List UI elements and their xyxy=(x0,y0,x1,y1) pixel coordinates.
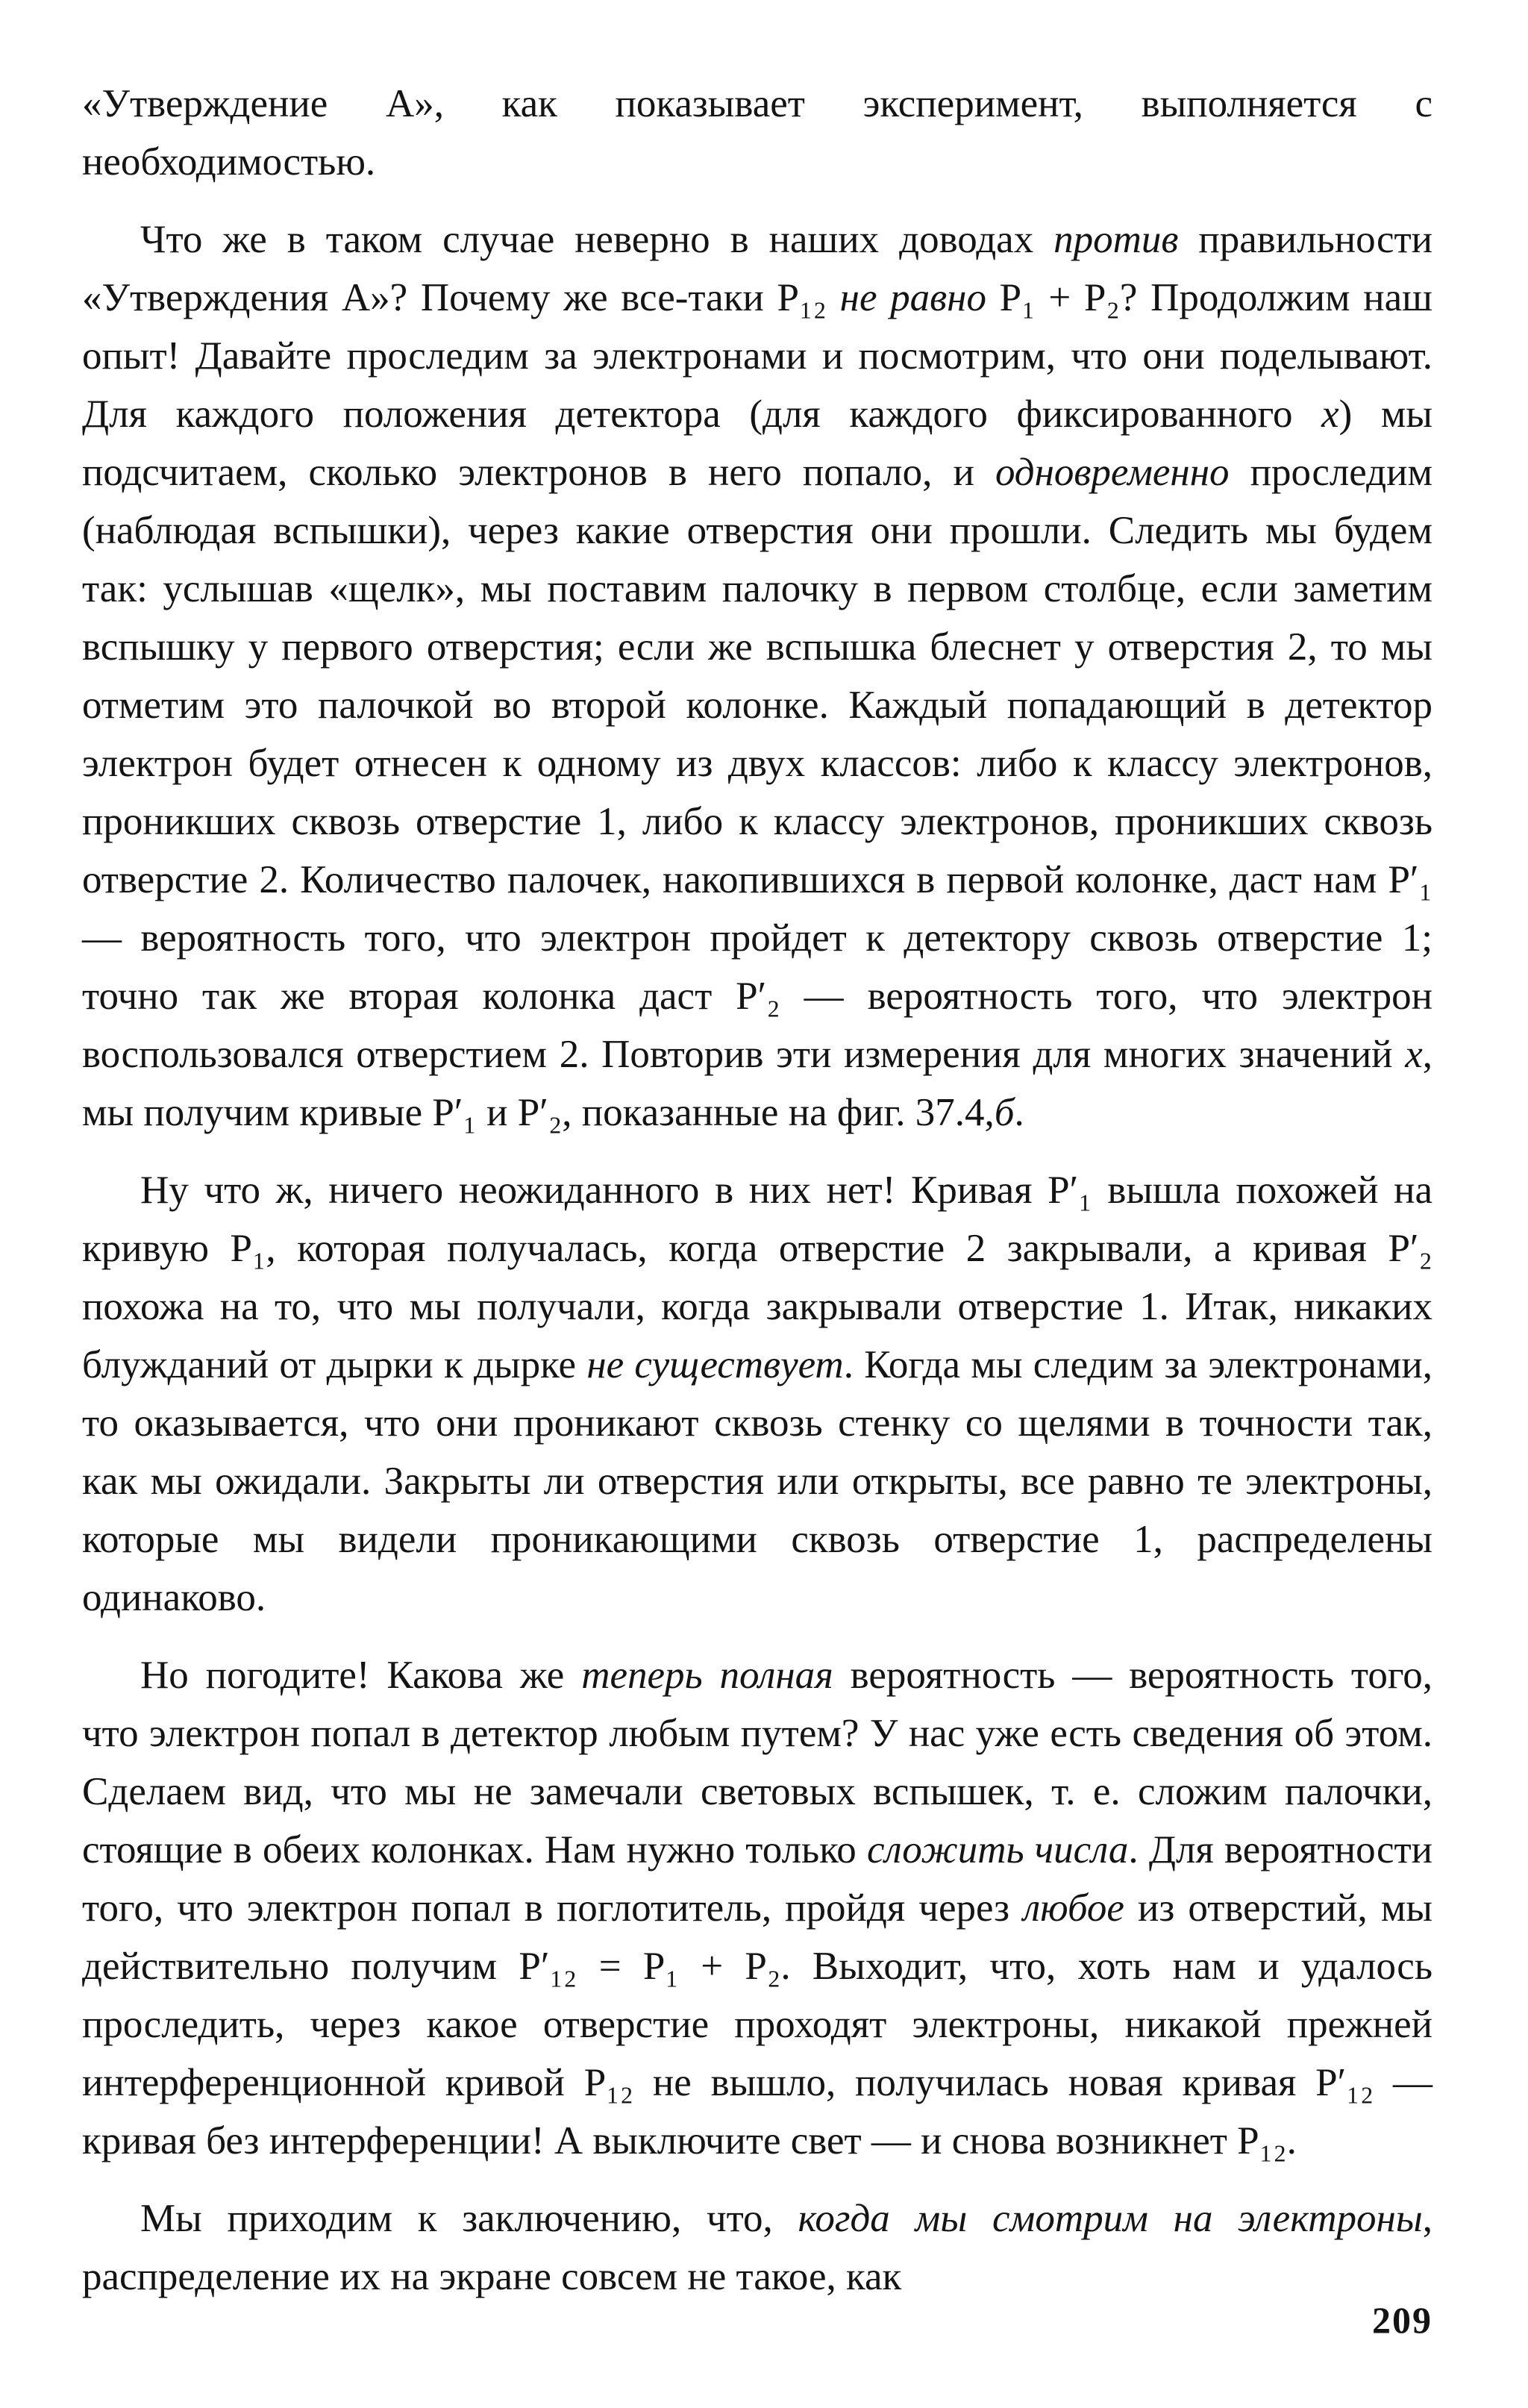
text-run: . Для вероятности того, что электрон попал в поглотитель, пройдя через xyxy=(82,1828,1433,1930)
italic-run: не равно xyxy=(839,276,986,319)
italic-run: одновременно xyxy=(995,451,1230,494)
italic-run: теперь полная xyxy=(581,1654,833,1697)
italic-run: б xyxy=(994,1091,1015,1134)
page-number: 209 xyxy=(1372,2299,1432,2341)
text-run: Что же в таком случае неверно в наших доводах xyxy=(140,218,1054,261)
text-run: ) мы подсчитаем, сколько электронов в него попало, и xyxy=(82,393,1432,494)
italic-run: не существует xyxy=(586,1343,844,1386)
text-run: вероятность — вероятность того, что электрон попал в детектор любым путем? У нас уже есть сведения об этом. Сделаем вид, что мы не замечали световых вспышек, т. е. сложим палочки, стоящие в обеих колонках. Нам нужно только xyxy=(82,1654,1432,1871)
text-run: . xyxy=(1014,1091,1024,1134)
book-page xyxy=(82,75,1432,2358)
italic-run: когда мы смотрим на электроны xyxy=(798,2197,1423,2240)
text-run: Мы приходим к заключению, что, xyxy=(140,2197,798,2240)
text-run: Но погодите! Какова же xyxy=(140,1654,582,1697)
italic-run: x xyxy=(1321,393,1339,436)
text-run: , распределение их на экране совсем не такое, как xyxy=(82,2197,1432,2298)
italic-run: против xyxy=(1053,218,1179,261)
italic-run: x xyxy=(1405,1033,1423,1076)
paragraph-4 xyxy=(82,1646,1432,2170)
italic-run: сложить числа xyxy=(866,1828,1129,1871)
text-run: из отверстий, мы действительно получим P′₁₂ = P₁ + P₂. Выходит, что, хоть нам и удалось проследить, через какое отверстие проходят электроны, никакой прежней интерференционной кривой P₁₂ не вышло, получилась новая кривая P′₁₂ — кривая без интерференции! А выключите свет — и снова возникнет P₁₂. xyxy=(82,1886,1432,2162)
text-run: «Утверждение А», как показывает эксперимент, выполняется с необходимостью. xyxy=(82,82,1432,184)
text-run: , мы получим кривые P′₁ и P′₂, показанные на фиг. 37.4, xyxy=(82,1033,1432,1134)
paragraph-1 xyxy=(82,75,1432,191)
italic-run: любое xyxy=(1023,1886,1124,1930)
text-run: Ну что ж, ничего неожиданного в них нет! Кривая P′₁ вышла похожей на кривую P₁, которая получалась, когда отверстие 2 закрывали, а кривая P′₂ похожа на то, что мы получали, когда закрывали отверстие 1. Итак, никаких блужданий от дырки к дырке xyxy=(82,1169,1432,1386)
text-run: проследим (наблюдая вспышки), через какие отверстия они прошли. Следить мы будем так: услышав «щелк», мы поставим палочку в первом столбце, если заметим вспышку у первого отверстия; если же вспышка блеснет у отверстия 2, то мы отметим это палочкой во второй колонке. Каждый попадающий в детектор электрон будет отнесен к одному из двух классов: либо к классу электронов, проникших сквозь отверстие 1, либо к классу электронов, проникших сквозь отверстие 2. Количество палочек, накопившихся в первой колонке, даст нам P′₁ — вероятность того, что электрон пройдет к детектору сквозь отверстие 1; точно так же вторая колонка даст P′₂ — вероятность того, что электрон воспользовался отверстием 2. Повторив эти измерения для многих значений xyxy=(82,451,1433,1076)
paragraph-2 xyxy=(82,210,1432,1142)
text-run: . Когда мы следим за электронами, то оказывается, что они проникают сквозь стенку со щелями в точности так, как мы ожидали. Закрыты ли отверстия или открыты, все равно те электроны, которые мы видели проникающими сквозь отверстие 1, распределены одинаково. xyxy=(82,1343,1433,1619)
paragraph-3 xyxy=(82,1161,1432,1627)
text-run: правильности «Утверждения А»? Почему же все-таки P₁₂ xyxy=(82,218,1432,319)
paragraph-5 xyxy=(82,2189,1432,2306)
text-run: P₁ + P₂? Продолжим наш опыт! Давайте проследим за электронами и посмотрим, что они поделывают. Для каждого положения детектора (для каждого фиксированного xyxy=(82,276,1432,436)
